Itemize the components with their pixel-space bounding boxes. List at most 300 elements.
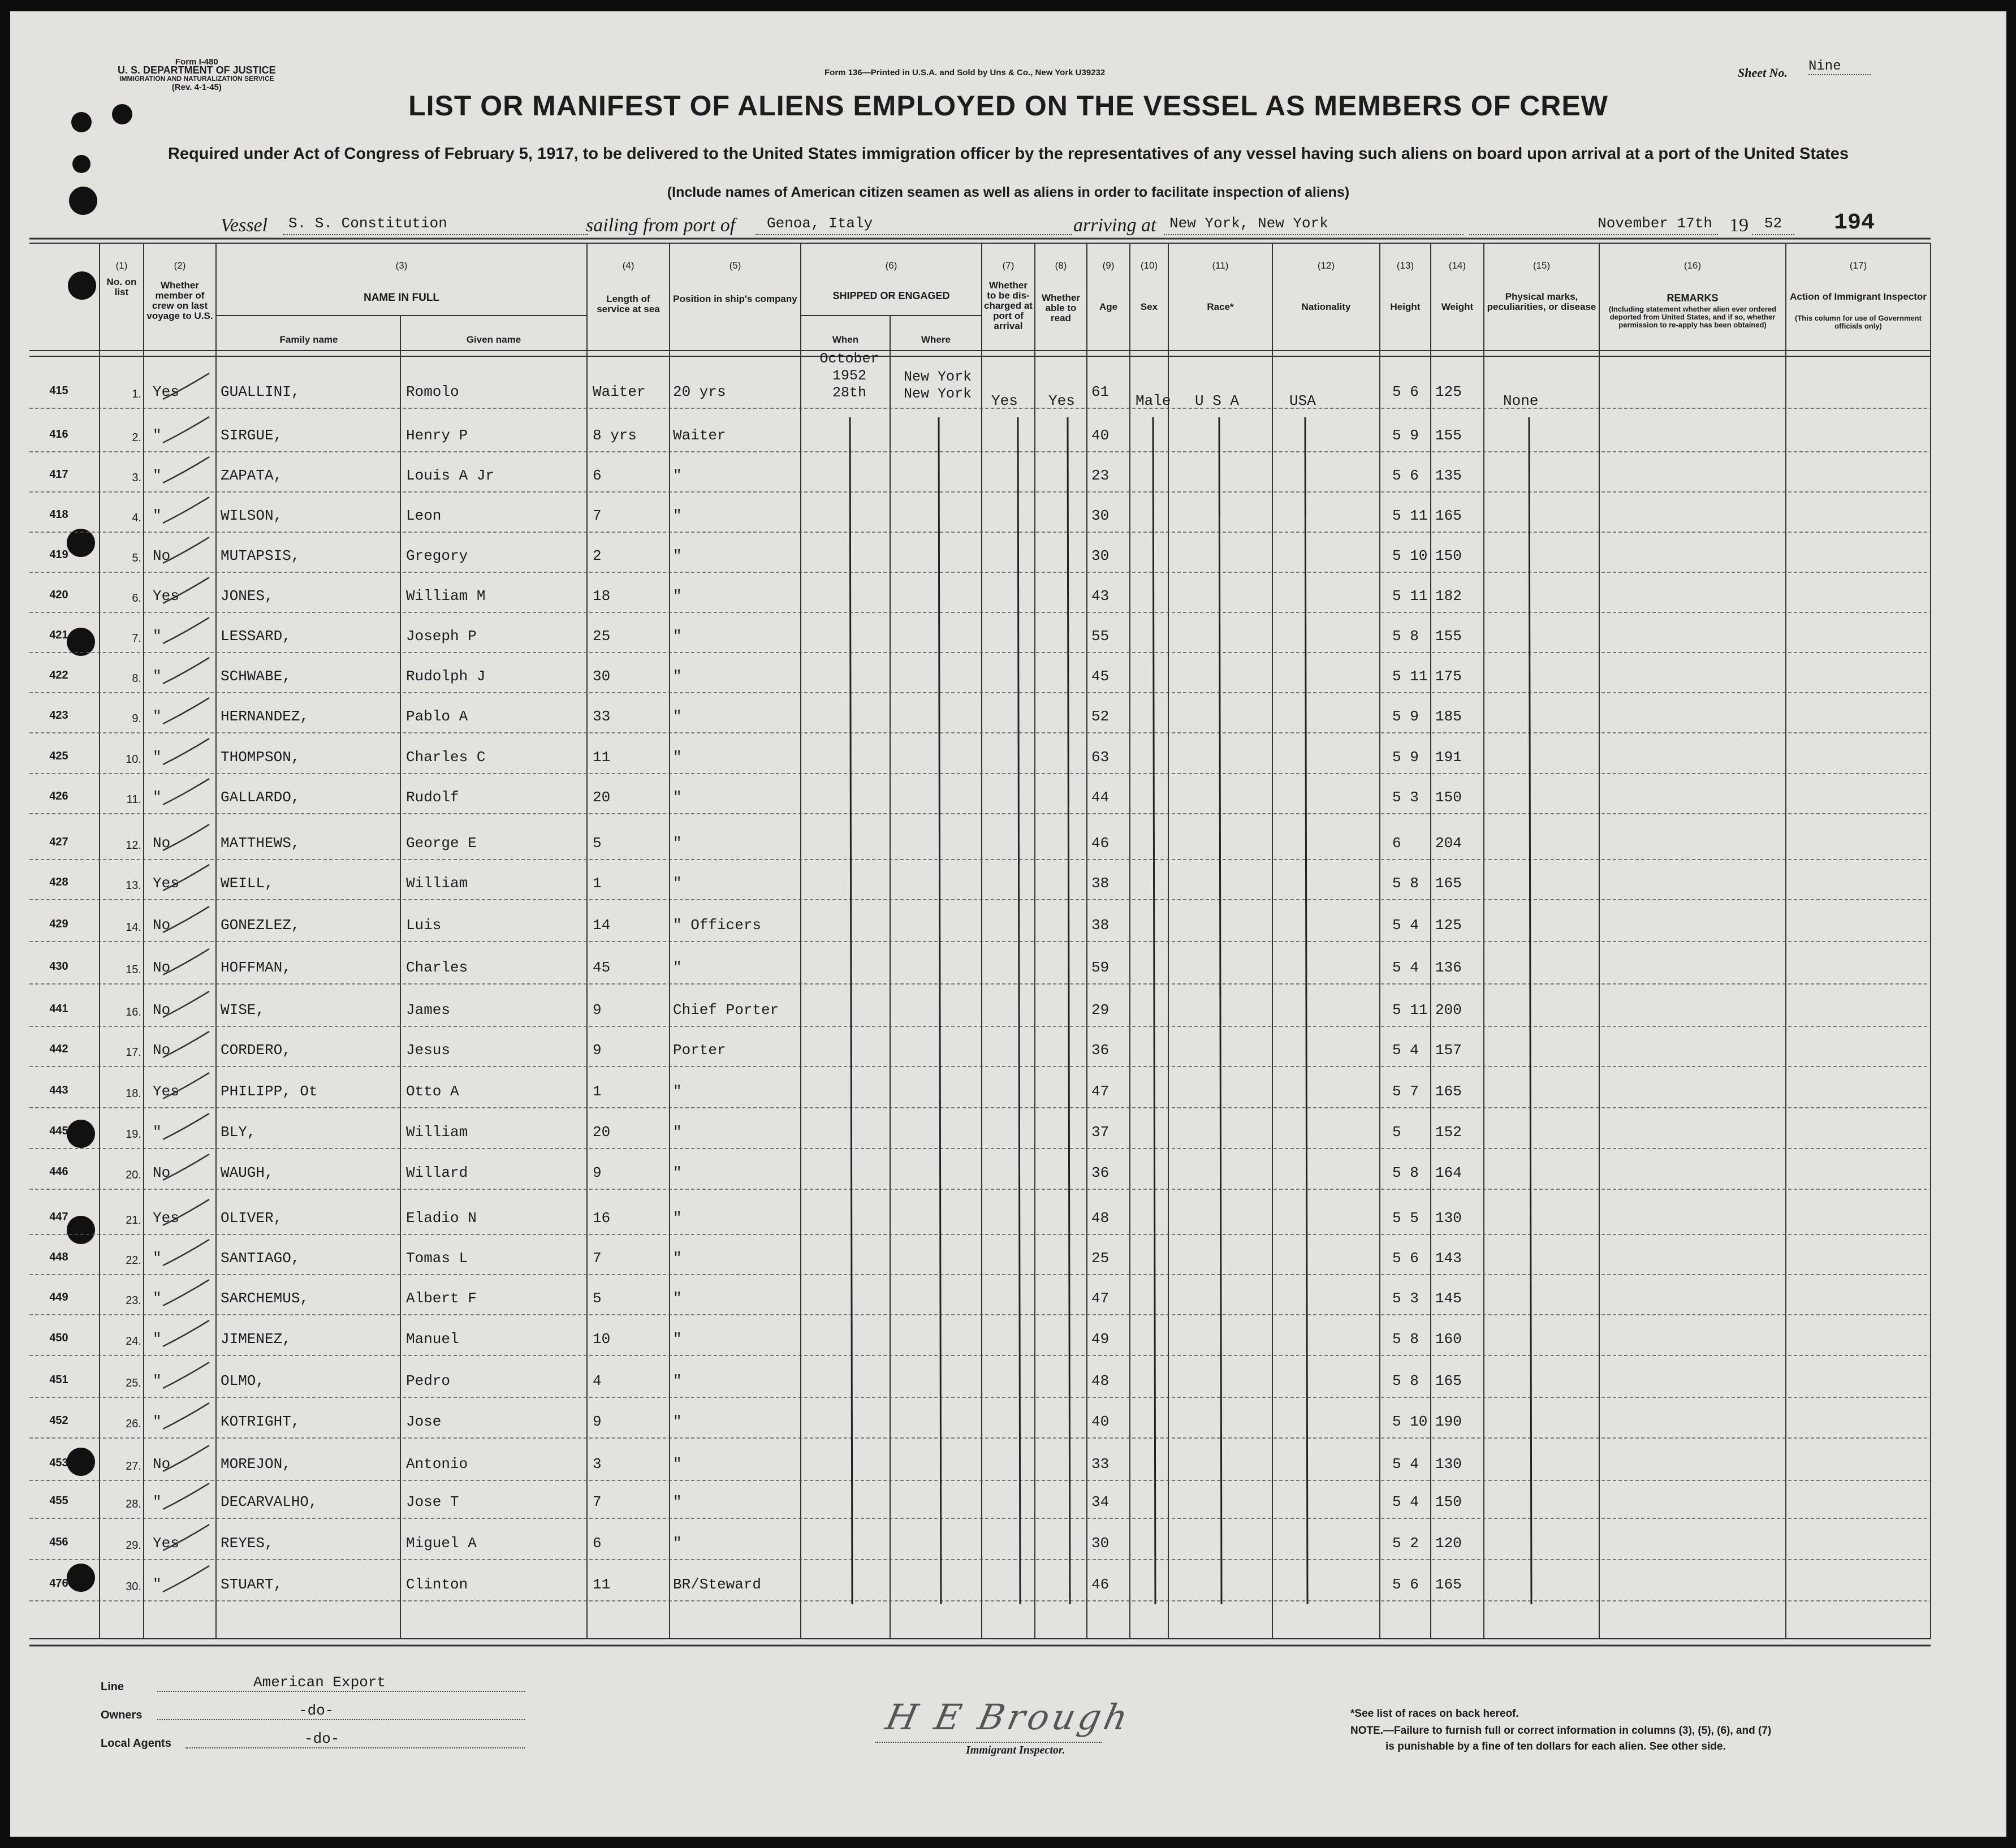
ship-position: Chief Porter bbox=[673, 1001, 779, 1018]
family-name: OLMO, bbox=[221, 1372, 265, 1389]
service-length: 30 bbox=[593, 668, 611, 685]
family-name: GALLARDO, bbox=[221, 789, 300, 806]
previous-voyage-value: " bbox=[153, 628, 162, 645]
height-value: 5 5 bbox=[1392, 1210, 1419, 1227]
height-value: 5 4 bbox=[1392, 1042, 1419, 1059]
ship-position: BR/Steward bbox=[673, 1576, 762, 1593]
service-length: 18 bbox=[593, 588, 611, 605]
height-value: 5 8 bbox=[1392, 875, 1419, 892]
ship-position: " bbox=[673, 1250, 682, 1267]
service-length: 20 bbox=[593, 789, 611, 806]
form-identifier: Form I-480 U. S. DEPARTMENT OF JUSTICE IMMIGRATION AND NATURALIZATION SERVICE (Rev. 4-1-45) bbox=[118, 57, 276, 92]
given-name: Joseph P bbox=[406, 628, 477, 645]
ship-position: " bbox=[673, 467, 682, 484]
height-value: 5 6 bbox=[1392, 1576, 1419, 1593]
list-ref-number: 445 bbox=[49, 1125, 68, 1137]
height-value: 6 bbox=[1392, 835, 1401, 852]
previous-voyage-value: No bbox=[153, 1164, 171, 1181]
given-name: Jose bbox=[406, 1413, 442, 1430]
age-value: 46 bbox=[1091, 835, 1110, 852]
age-value: 37 bbox=[1091, 1124, 1110, 1141]
list-ref-number: 441 bbox=[49, 1003, 68, 1015]
line-number: 11. bbox=[126, 793, 141, 806]
height-value: 5 10 bbox=[1392, 547, 1428, 564]
previous-voyage-value: " bbox=[153, 1372, 162, 1389]
given-name: Otto A bbox=[406, 1083, 459, 1100]
weight-value: 165 bbox=[1435, 1576, 1462, 1593]
shipped-when: October 1952 28th bbox=[819, 351, 879, 401]
page-subtitle: Required under Act of Congress of February 5, 1917, to be delivered to the United States immigration officer by the representatives of any vessel having such aliens on board upon arrival at a port of the United States bbox=[167, 145, 1849, 163]
service-length: 11 bbox=[593, 1576, 611, 1593]
weight-value: 125 bbox=[1435, 383, 1462, 400]
previous-voyage-value: Yes bbox=[153, 875, 179, 892]
family-name: WISE, bbox=[221, 1001, 265, 1018]
age-value: 47 bbox=[1091, 1083, 1110, 1100]
family-name: OLIVER, bbox=[221, 1210, 283, 1227]
list-ref-number: 446 bbox=[49, 1165, 68, 1178]
previous-voyage-value: " bbox=[153, 427, 162, 444]
service-length: 5 bbox=[593, 1290, 602, 1307]
family-name: KOTRIGHT, bbox=[221, 1413, 300, 1430]
service-length: 7 bbox=[593, 1493, 602, 1510]
given-name: William bbox=[406, 875, 468, 892]
family-name: WAUGH, bbox=[221, 1164, 274, 1181]
family-name: STUART, bbox=[221, 1576, 283, 1593]
service-length: Waiter bbox=[593, 383, 646, 400]
service-length: 11 bbox=[593, 749, 611, 766]
column-heading: Whether to be dis-charged at port of arrival bbox=[984, 280, 1033, 331]
line-number: 1. bbox=[132, 388, 141, 400]
weight-value: 165 bbox=[1435, 1083, 1462, 1100]
service-length: 7 bbox=[593, 1250, 602, 1267]
weight-value: 190 bbox=[1435, 1413, 1462, 1430]
height-value: 5 8 bbox=[1392, 1372, 1419, 1389]
previous-voyage-value: No bbox=[153, 1001, 171, 1018]
given-name: Luis bbox=[406, 917, 442, 934]
manifest-sheet bbox=[10, 11, 2006, 1837]
given-name: George E bbox=[406, 835, 477, 852]
ship-position: " bbox=[673, 1331, 682, 1348]
ditto-line bbox=[1305, 417, 1307, 1604]
ship-position: " bbox=[673, 1290, 682, 1307]
column-number: (7) bbox=[1002, 260, 1015, 271]
check-mark bbox=[163, 1483, 209, 1509]
list-ref-number: 427 bbox=[49, 836, 68, 848]
age-value: 44 bbox=[1091, 789, 1110, 806]
service-length: 45 bbox=[593, 959, 611, 976]
column-heading: Length of service at sea bbox=[597, 293, 660, 314]
check-mark bbox=[163, 417, 209, 443]
sex-value: Male bbox=[1136, 392, 1171, 409]
list-ref-number: 449 bbox=[49, 1291, 68, 1303]
family-name: MUTAPSIS, bbox=[221, 547, 300, 564]
ship-position: " bbox=[673, 1413, 682, 1430]
ship-position: " bbox=[673, 628, 682, 645]
ship-position: " Officers bbox=[673, 917, 762, 934]
ship-position: " bbox=[673, 1164, 682, 1181]
family-name: MOREJON, bbox=[221, 1456, 291, 1473]
column-number: (3) bbox=[395, 260, 408, 271]
height-value: 5 6 bbox=[1392, 1250, 1419, 1267]
column-number: (15) bbox=[1532, 260, 1551, 271]
family-name: BLY, bbox=[221, 1124, 256, 1141]
line-number: 5. bbox=[132, 552, 141, 564]
previous-voyage-value: Yes bbox=[153, 1083, 179, 1100]
ship-position: " bbox=[673, 749, 682, 766]
discharged-value: Yes bbox=[991, 392, 1018, 409]
marks-value: None bbox=[1503, 392, 1539, 409]
line-number: 16. bbox=[126, 1006, 141, 1018]
age-value: 38 bbox=[1091, 875, 1110, 892]
height-value: 5 8 bbox=[1392, 1164, 1419, 1181]
check-mark bbox=[163, 1113, 209, 1139]
ship-position: " bbox=[673, 1456, 682, 1473]
line-number: 3. bbox=[132, 472, 141, 484]
given-name: Romolo bbox=[406, 383, 459, 400]
arriving-label: arriving at bbox=[1073, 215, 1156, 236]
printer-note: Form 136—Printed in U.S.A. and Sold by Uns & Co., New York U39232 bbox=[824, 68, 1106, 77]
ship-position: " bbox=[673, 588, 682, 605]
ditto-line bbox=[1068, 417, 1070, 1604]
ship-position: " bbox=[673, 1372, 682, 1389]
list-ref-number: 423 bbox=[49, 709, 68, 722]
service-length: 33 bbox=[593, 708, 611, 725]
list-ref-number: 429 bbox=[49, 918, 68, 930]
age-value: 49 bbox=[1091, 1331, 1110, 1348]
list-ref-number: 452 bbox=[49, 1414, 68, 1427]
agents-value: -do- bbox=[185, 1730, 525, 1748]
line-number: 12. bbox=[126, 839, 141, 852]
age-value: 30 bbox=[1091, 507, 1110, 524]
age-value: 25 bbox=[1091, 1250, 1110, 1267]
previous-voyage-value: " bbox=[153, 1493, 162, 1510]
previous-voyage-value: No bbox=[153, 1456, 171, 1473]
previous-voyage-value: " bbox=[153, 1290, 162, 1307]
list-ref-number: 425 bbox=[49, 750, 68, 762]
ship-position: " bbox=[673, 1535, 682, 1552]
service-length: 25 bbox=[593, 628, 611, 645]
family-name: SANTIAGO, bbox=[221, 1250, 300, 1267]
service-length: 6 bbox=[593, 1535, 602, 1552]
given-name: Louis A Jr bbox=[406, 467, 495, 484]
age-value: 40 bbox=[1091, 1413, 1110, 1430]
column-heading: SHIPPED OR ENGAGED bbox=[832, 290, 950, 301]
check-mark bbox=[163, 1240, 209, 1266]
check-mark bbox=[163, 779, 209, 805]
service-length: 9 bbox=[593, 1164, 602, 1181]
column-heading: Weight bbox=[1441, 301, 1474, 312]
column-heading: Height bbox=[1390, 301, 1421, 312]
sheet-no-label: Sheet No. bbox=[1738, 66, 1788, 80]
list-ref-number: 443 bbox=[49, 1084, 68, 1096]
weight-value: 165 bbox=[1435, 507, 1462, 524]
given-name: William bbox=[406, 1124, 468, 1141]
family-name: DECARVALHO, bbox=[221, 1493, 318, 1510]
given-name: Clinton bbox=[406, 1576, 468, 1593]
column-heading: Whether able to read bbox=[1042, 292, 1080, 323]
line-number: 30. bbox=[126, 1581, 141, 1593]
column-subheading: (Including statement whether alien ever ordered deported from United States, and if so, whether permission to re-apply has been obtained) bbox=[1608, 305, 1777, 329]
line-number: 27. bbox=[126, 1460, 141, 1473]
column-heading: REMARKS bbox=[1667, 292, 1719, 304]
age-value: 61 bbox=[1091, 383, 1110, 400]
column-number: (17) bbox=[1849, 260, 1867, 271]
previous-voyage-value: " bbox=[153, 668, 162, 685]
column-number: (16) bbox=[1683, 260, 1702, 271]
weight-value: 175 bbox=[1435, 668, 1462, 685]
previous-voyage-value: " bbox=[153, 1124, 162, 1141]
list-ref-number: 428 bbox=[49, 876, 68, 888]
column-heading: Nationality bbox=[1301, 301, 1351, 312]
check-mark bbox=[163, 698, 209, 724]
given-name: William M bbox=[406, 588, 486, 605]
check-mark bbox=[163, 497, 209, 523]
list-ref-number: 426 bbox=[49, 790, 68, 802]
column-number: (1) bbox=[115, 260, 128, 271]
owners-label: Owners bbox=[101, 1709, 143, 1721]
given-name: Manuel bbox=[406, 1331, 459, 1348]
column-number: (9) bbox=[1102, 260, 1115, 271]
age-value: 59 bbox=[1091, 959, 1110, 976]
column-number: (12) bbox=[1317, 260, 1335, 271]
family-name: WILSON, bbox=[221, 507, 283, 524]
service-length: 20 bbox=[593, 1124, 611, 1141]
weight-value: 200 bbox=[1435, 1001, 1462, 1018]
ship-position: " bbox=[673, 547, 682, 564]
service-length: 7 bbox=[593, 507, 602, 524]
nationality-value: USA bbox=[1289, 392, 1316, 409]
family-name: JONES, bbox=[221, 588, 274, 605]
service-length: 4 bbox=[593, 1372, 602, 1389]
weight-value: 125 bbox=[1435, 917, 1462, 934]
age-value: 63 bbox=[1091, 749, 1110, 766]
height-value: 5 8 bbox=[1392, 628, 1419, 645]
previous-voyage-value: " bbox=[153, 1331, 162, 1348]
ship-position: Waiter bbox=[673, 427, 726, 444]
line-number: 18. bbox=[126, 1087, 141, 1100]
height-value: 5 3 bbox=[1392, 1290, 1419, 1307]
page-subtitle-note: (Include names of American citizen seamen as well as aliens in order to facilitate inspection of aliens) bbox=[667, 184, 1350, 200]
family-name: THOMPSON, bbox=[221, 749, 300, 766]
list-ref-number: 447 bbox=[49, 1211, 68, 1223]
inspector-label: Immigrant Inspector. bbox=[966, 1744, 1065, 1756]
column-number: (4) bbox=[622, 260, 634, 271]
column-subheading: (This column for use of Government officials only) bbox=[1795, 314, 1922, 330]
column-heading: Position in ship's company bbox=[673, 293, 797, 304]
list-ref-number: 455 bbox=[49, 1495, 68, 1507]
list-ref-number: 448 bbox=[49, 1251, 68, 1263]
list-ref-number: 415 bbox=[49, 385, 68, 397]
weight-value: 150 bbox=[1435, 547, 1462, 564]
height-value: 5 9 bbox=[1392, 708, 1419, 725]
age-value: 33 bbox=[1091, 1456, 1110, 1473]
family-name: SARCHEMUS, bbox=[221, 1290, 309, 1307]
service-length: 5 bbox=[593, 835, 602, 852]
previous-voyage-value: " bbox=[153, 507, 162, 524]
height-value: 5 bbox=[1392, 1124, 1401, 1141]
height-value: 5 2 bbox=[1392, 1535, 1419, 1552]
line-number: 7. bbox=[132, 632, 141, 645]
age-value: 52 bbox=[1091, 708, 1110, 725]
height-value: 5 7 bbox=[1392, 1083, 1419, 1100]
list-ref-number: 456 bbox=[49, 1536, 68, 1548]
line-number: 21. bbox=[126, 1214, 141, 1227]
check-mark bbox=[163, 1280, 209, 1306]
column-subheading: Family name bbox=[279, 334, 338, 345]
line-number: 17. bbox=[126, 1046, 141, 1059]
service-length: 3 bbox=[593, 1456, 602, 1473]
family-name: MATTHEWS, bbox=[221, 835, 300, 852]
weight-value: 164 bbox=[1435, 1164, 1462, 1181]
weight-value: 143 bbox=[1435, 1250, 1462, 1267]
line-number: 29. bbox=[126, 1539, 141, 1552]
ship-position: " bbox=[673, 959, 682, 976]
given-name: Jesus bbox=[406, 1042, 451, 1059]
age-value: 46 bbox=[1091, 1576, 1110, 1593]
line-number: 2. bbox=[132, 431, 141, 444]
column-number: (6) bbox=[885, 260, 897, 271]
weight-value: 135 bbox=[1435, 467, 1462, 484]
ship-position: " bbox=[673, 507, 682, 524]
service-length: 1 bbox=[593, 1083, 602, 1100]
column-heading: Race* bbox=[1207, 301, 1234, 312]
weight-value: 130 bbox=[1435, 1456, 1462, 1473]
given-name: Willard bbox=[406, 1164, 468, 1181]
ship-position: " bbox=[673, 1083, 682, 1100]
arriving-value: New York, New York bbox=[1164, 215, 1464, 235]
given-name: Miguel A bbox=[406, 1535, 477, 1552]
year-prefix: 19 bbox=[1729, 215, 1749, 236]
ditto-line bbox=[1018, 417, 1020, 1604]
list-ref-number: 450 bbox=[49, 1332, 68, 1344]
service-length: 16 bbox=[593, 1210, 611, 1227]
ditto-line bbox=[1219, 417, 1221, 1604]
ship-position: " bbox=[673, 835, 682, 852]
age-value: 36 bbox=[1091, 1042, 1110, 1059]
height-value: 5 4 bbox=[1392, 1456, 1419, 1473]
ship-position: 20 yrs bbox=[673, 383, 726, 400]
column-subheading: Where bbox=[921, 334, 951, 345]
ditto-line bbox=[1153, 417, 1155, 1604]
vessel-name: S. S. Constitution bbox=[283, 215, 588, 235]
age-value: 48 bbox=[1091, 1372, 1110, 1389]
ship-position: " bbox=[673, 708, 682, 725]
list-ref-number: 419 bbox=[49, 549, 68, 561]
line-label: Line bbox=[101, 1681, 124, 1693]
check-mark bbox=[163, 1362, 209, 1388]
line-number: 24. bbox=[126, 1335, 141, 1348]
list-ref-number: 476 bbox=[49, 1577, 68, 1590]
height-value: 5 10 bbox=[1392, 1413, 1428, 1430]
line-number: 25. bbox=[126, 1377, 141, 1389]
age-value: 43 bbox=[1091, 588, 1110, 605]
column-heading: Whether member of crew on last voyage to U.S. bbox=[146, 280, 213, 321]
list-ref-number: 430 bbox=[49, 960, 68, 973]
column-number: (13) bbox=[1396, 260, 1414, 271]
sheet-no-value: Nine bbox=[1808, 59, 1871, 75]
ditto-line bbox=[939, 417, 941, 1604]
family-name: GUALLINI, bbox=[221, 383, 300, 400]
previous-voyage-value: " bbox=[153, 749, 162, 766]
line-number: 26. bbox=[126, 1418, 141, 1430]
weight-value: 155 bbox=[1435, 628, 1462, 645]
age-value: 45 bbox=[1091, 668, 1110, 685]
line-number: 23. bbox=[126, 1294, 141, 1307]
port-value: Genoa, Italy bbox=[756, 215, 1072, 235]
age-value: 34 bbox=[1091, 1493, 1110, 1510]
family-name: JIMENEZ, bbox=[221, 1331, 291, 1348]
list-ref-number: 420 bbox=[49, 589, 68, 601]
check-mark bbox=[163, 1566, 209, 1592]
age-value: 48 bbox=[1091, 1210, 1110, 1227]
penalty-note-2: is punishable by a fine of ten dollars for each alien. See other side. bbox=[1385, 1741, 1726, 1752]
previous-voyage-value: Yes bbox=[153, 588, 179, 605]
race-value: U S A bbox=[1195, 392, 1240, 409]
age-value: 30 bbox=[1091, 547, 1110, 564]
previous-voyage-value: No bbox=[153, 1042, 171, 1059]
list-ref-number: 453 bbox=[49, 1457, 68, 1469]
weight-value: 152 bbox=[1435, 1124, 1462, 1141]
check-mark bbox=[163, 618, 209, 644]
family-name: PHILIPP, Ot bbox=[221, 1083, 318, 1100]
ship-position: " bbox=[673, 1124, 682, 1141]
column-number: (8) bbox=[1055, 260, 1067, 271]
given-name: Rudolf bbox=[406, 789, 459, 806]
family-name: SIRGUE, bbox=[221, 427, 283, 444]
ship-position: " bbox=[673, 668, 682, 685]
owners-value: -do- bbox=[157, 1702, 525, 1720]
age-value: 23 bbox=[1091, 467, 1110, 484]
signature: H E Brough bbox=[882, 1696, 1135, 1738]
family-name: HOFFMAN, bbox=[221, 959, 291, 976]
weight-value: 155 bbox=[1435, 427, 1462, 444]
given-name: Pablo A bbox=[406, 708, 468, 725]
height-value: 5 8 bbox=[1392, 1331, 1419, 1348]
age-value: 36 bbox=[1091, 1164, 1110, 1181]
line-number: 9. bbox=[132, 713, 141, 725]
age-value: 38 bbox=[1091, 917, 1110, 934]
list-ref-number: 442 bbox=[49, 1043, 68, 1055]
check-mark bbox=[163, 1403, 209, 1429]
line-number: 20. bbox=[126, 1169, 141, 1181]
previous-voyage-value: No bbox=[153, 835, 171, 852]
previous-voyage-value: Yes bbox=[153, 383, 179, 400]
weight-value: 165 bbox=[1435, 1372, 1462, 1389]
line-number: 22. bbox=[126, 1254, 141, 1267]
family-name: HERNANDEZ, bbox=[221, 708, 309, 725]
family-name: REYES, bbox=[221, 1535, 274, 1552]
given-name: Charles bbox=[406, 959, 468, 976]
ditto-line bbox=[850, 417, 852, 1604]
given-name: Rudolph J bbox=[406, 668, 486, 685]
age-value: 29 bbox=[1091, 1001, 1110, 1018]
ship-position: " bbox=[673, 1493, 682, 1510]
age-value: 30 bbox=[1091, 1535, 1110, 1552]
read-value: Yes bbox=[1048, 392, 1075, 409]
previous-voyage-value: " bbox=[153, 789, 162, 806]
column-subheading: Given name bbox=[466, 334, 521, 345]
given-name: James bbox=[406, 1001, 451, 1018]
previous-voyage-value: Yes bbox=[153, 1210, 179, 1227]
line-number: 19. bbox=[126, 1128, 141, 1141]
previous-voyage-value: " bbox=[153, 708, 162, 725]
column-number: (10) bbox=[1140, 260, 1158, 271]
age-value: 47 bbox=[1091, 1290, 1110, 1307]
weight-value: 157 bbox=[1435, 1042, 1462, 1059]
line-value: American Export bbox=[157, 1674, 525, 1692]
list-ref-number: 422 bbox=[49, 669, 68, 681]
check-mark bbox=[163, 457, 209, 483]
